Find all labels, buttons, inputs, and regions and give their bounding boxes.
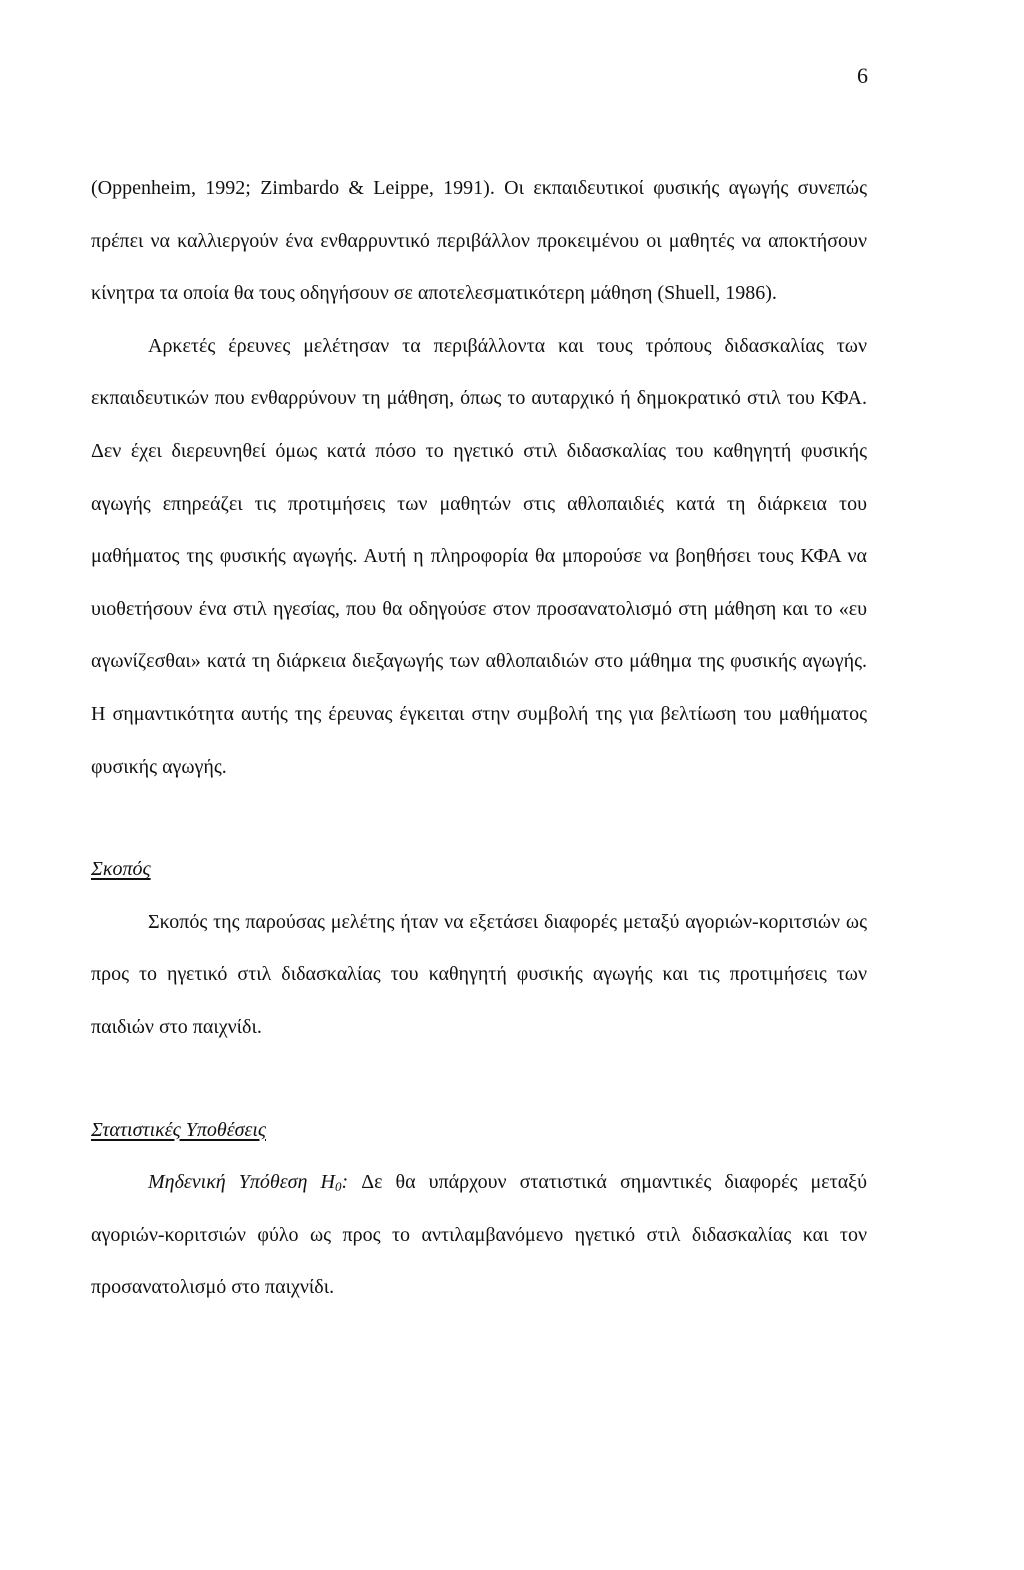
section-spacer [91,793,867,843]
null-hypothesis-label-text: Μηδενική Υπόθεση H [148,1171,335,1194]
null-hypothesis-text: Δε θα υπάρχουν στατιστικά σημαντικές διαφορές μεταξύ αγοριών-κοριτσιών φύλο ως προς το αντιλαμβανόμενο ηγετικό στιλ διδασκαλίας και τον προσανατολισμό στο παιχνίδι. [91,1171,867,1299]
section-heading-aim: Σκοπός [91,858,151,881]
page-number: 6 [857,63,868,88]
null-hypothesis-colon: : [341,1171,349,1194]
document-body [91,162,867,1314]
null-hypothesis-label [148,1171,348,1193]
paragraph-null-hypothesis [91,1156,867,1314]
paragraph-continuation: (Oppenheim, 1992; Zimbardo & Leippe, 1991). Οι εκπαιδευτικοί φυσικής αγωγής συνεπώς πρέπει να καλλιεργούν ένα ενθαρρυντικό περιβάλλον προκειμένου οι μαθητές να αποκτήσουν κίνητρα τα οποία θα τους οδηγήσουν σε αποτελεσματικότερη μάθηση (Shuell, 1986). [91,177,867,305]
section-spacer [91,1054,867,1104]
null-hypothesis-subscript: 0 [334,1179,342,1195]
paragraph-research-gap: Αρκετές έρευνες μελέτησαν τα περιβάλλοντα και τους τρόπους διδασκαλίας των εκπαιδευτικών που ενθαρρύνουν τη μάθηση, όπως το αυταρχικό ή δημοκρατικό στιλ του ΚΦΑ. Δεν έχει διερευνηθεί όμως κατά πόσο το ηγετικό στιλ διδασκαλίας του καθηγητή φυσικής αγωγής επηρεάζει τις προτιμήσεις των μαθητών στις αθλοπαιδιές κατά τη διάρκεια του μαθήματος της φυσικής αγωγής. Αυτή η πληροφορία θα μπορούσε να βοηθήσει τους ΚΦΑ να υιοθετήσουν ένα στιλ ηγεσίας, που θα οδηγούσε στον προσανατολισμό στη μάθηση και το «ευ αγωνίζεσθαι» κατά τη διάρκεια διεξαγωγής των αθλοπαιδιών στο μάθημα της φυσικής αγωγής. Η σημαντικότητα αυτής της έρευνας έγκειται στην συμβολή της για βελτίωση του μαθήματος φυσικής αγωγής. [91,334,867,778]
paragraph-aim: Σκοπός της παρούσας μελέτης ήταν να εξετάσει διαφορές μεταξύ αγοριών-κοριτσιών ως προς το ηγετικό στιλ διδασκαλίας του καθηγητή φυσικής αγωγής και τις προτιμήσεις των παιδιών στο παιχνίδι. [91,910,867,1038]
section-heading-hypotheses: Στατιστικές Υποθέσεις [91,1118,267,1141]
